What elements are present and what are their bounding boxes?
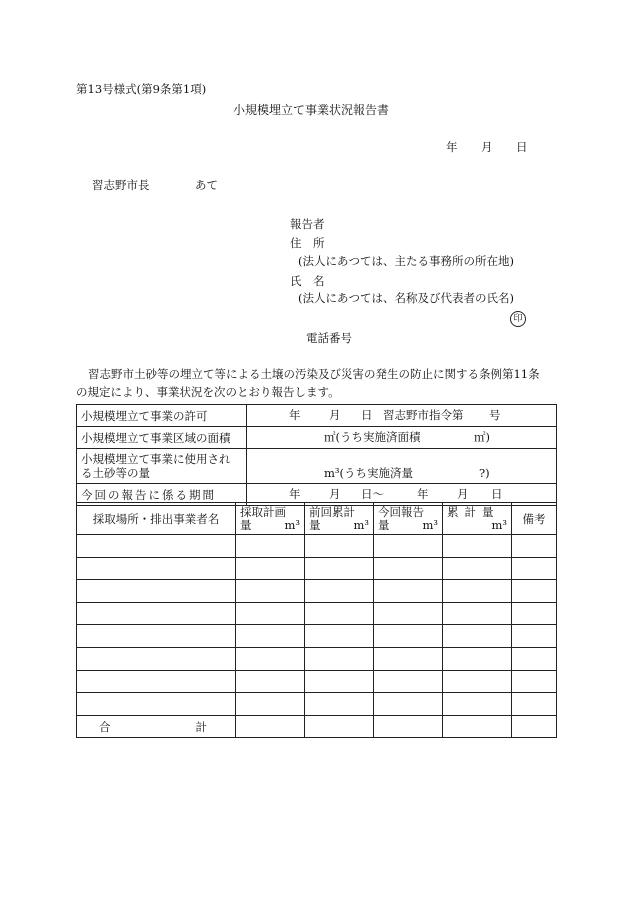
table-cell <box>236 670 305 693</box>
table-cell <box>77 625 236 648</box>
seal-mark: 印 <box>510 311 526 327</box>
table-cell <box>374 693 443 716</box>
total-planned <box>236 715 305 738</box>
header-planned: 採取計画 量 m³ <box>236 503 305 535</box>
table-cell <box>236 580 305 603</box>
table-cell <box>374 670 443 693</box>
area-value: ㎡(うち実施済面積 ㎡) <box>247 427 557 449</box>
table-cell <box>77 535 236 558</box>
total-cumulative <box>443 715 512 738</box>
name-label: 氏 名 <box>290 274 325 288</box>
table-cell <box>512 580 557 603</box>
area-label: 小規模埋立て事業区域の面積 <box>77 427 247 449</box>
soil-value: m³(うち実施済量 ?) <box>247 449 557 484</box>
table-cell <box>512 625 557 648</box>
table-header-row <box>77 503 557 535</box>
table-cell <box>236 625 305 648</box>
soil-label: 小規模埋立て事業に使用され る土砂等の量 <box>77 449 247 484</box>
addressee-suffix: あて <box>195 178 218 192</box>
table-row <box>77 625 557 648</box>
header-notes: 備考 <box>512 503 557 535</box>
table-cell <box>77 580 236 603</box>
table-cell <box>374 625 443 648</box>
table-row <box>77 602 557 625</box>
table-cell <box>236 557 305 580</box>
table-cell <box>512 670 557 693</box>
info-table <box>76 404 557 506</box>
permit-label: 小規模埋立て事業の許可 <box>77 405 247 427</box>
table-cell <box>236 693 305 716</box>
body-text-line-1: 習志野市土砂等の埋立て等による土壌の汚染及び災害の発生の防止に関する条例第11条 <box>88 367 540 381</box>
table-cell <box>512 557 557 580</box>
table-cell <box>305 647 374 670</box>
table-cell <box>443 647 512 670</box>
table-body <box>77 535 557 716</box>
table-row <box>77 693 557 716</box>
period-value: 年 月 日〜 年 月 日 <box>247 484 557 506</box>
table-row <box>77 535 557 558</box>
addressee-name: 習志野市長 <box>92 178 150 192</box>
table-cell <box>77 557 236 580</box>
period-label: 今回の報告に係る期間 <box>77 484 247 506</box>
table-cell <box>374 535 443 558</box>
document-title: 小規模埋立て事業状況報告書 <box>233 103 390 117</box>
area-row <box>77 427 557 449</box>
header-previous: 前回累計 量 m³ <box>305 503 374 535</box>
table-cell <box>374 557 443 580</box>
table-cell <box>305 580 374 603</box>
header-current: 今回報告 量 m³ <box>374 503 443 535</box>
table-cell <box>374 580 443 603</box>
date-month: 月 <box>481 140 493 154</box>
table-cell <box>443 602 512 625</box>
header-total: 累計量 m³ <box>443 503 512 535</box>
table-row <box>77 670 557 693</box>
permit-value: 年 月 日 習志野市指令第 号 <box>247 405 557 427</box>
table-cell <box>77 693 236 716</box>
table-cell <box>77 647 236 670</box>
table-row <box>77 557 557 580</box>
date-day: 日 <box>516 140 528 154</box>
name-note: (法人にあつては、名称及び代表者の氏名) <box>298 291 514 305</box>
total-notes <box>512 715 557 738</box>
total-label: 合 計 <box>77 715 236 738</box>
table-cell <box>512 535 557 558</box>
table-cell <box>236 647 305 670</box>
address-label: 住 所 <box>290 236 325 250</box>
table-cell <box>512 693 557 716</box>
total-row <box>77 715 557 738</box>
table-cell <box>443 670 512 693</box>
table-cell <box>236 535 305 558</box>
table-cell <box>443 580 512 603</box>
table-cell <box>443 535 512 558</box>
table-cell <box>512 647 557 670</box>
form-number: 第13号様式(第9条第1項) <box>76 82 207 96</box>
table-cell <box>305 602 374 625</box>
table-cell <box>77 670 236 693</box>
header-source: 採取場所・排出事業者名 <box>77 503 236 535</box>
body-text-line-2: の規定により、事業状況を次のとおり報告します。 <box>76 385 340 399</box>
table-cell <box>305 625 374 648</box>
table-cell <box>305 535 374 558</box>
total-previous <box>305 715 374 738</box>
table-cell <box>443 693 512 716</box>
soil-row <box>77 449 557 484</box>
total-current <box>374 715 443 738</box>
table-cell <box>443 625 512 648</box>
table-cell <box>305 693 374 716</box>
table-cell <box>374 647 443 670</box>
permit-row <box>77 405 557 427</box>
table-row <box>77 647 557 670</box>
table-cell <box>305 557 374 580</box>
soil-source-table <box>76 502 557 738</box>
date-year: 年 <box>446 140 458 154</box>
table-cell <box>374 602 443 625</box>
phone-label: 電話番号 <box>306 331 352 345</box>
table-cell <box>443 557 512 580</box>
table-cell <box>236 602 305 625</box>
table-cell <box>305 670 374 693</box>
table-cell <box>512 602 557 625</box>
table-row <box>77 580 557 603</box>
table-cell <box>77 602 236 625</box>
address-note: (法人にあつては、主たる事務所の所在地) <box>298 254 514 268</box>
reporter-label: 報告者 <box>290 217 325 231</box>
